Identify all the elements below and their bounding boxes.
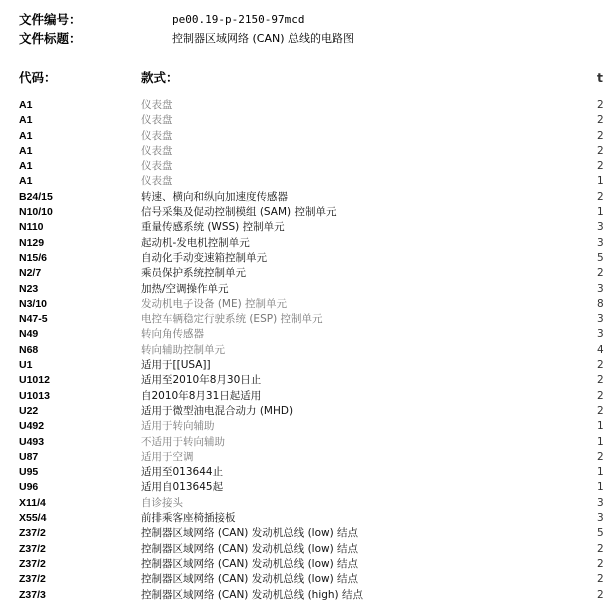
clipped-column-header: t [597,70,603,85]
list-item [0,343,602,358]
component-description: 电控车辆稳定行驶系统 (ESP) 控制单元 [141,313,323,326]
clipped-column-value: 3 [597,236,604,249]
list-item [0,480,602,495]
clipped-column-value: 2 [597,190,604,203]
component-code: X55/4 [19,512,47,525]
component-description: 控制器区域网络 (CAN) 发动机总线 (low) 结点 [141,573,359,586]
list-item [0,496,602,511]
component-code: U87 [19,450,39,463]
code-column-header: 代码： [19,70,57,85]
list-item [0,159,602,174]
component-code: B24/15 [19,190,53,203]
component-description: 仪表盘 [141,99,173,111]
component-code: A1 [19,160,33,173]
clipped-column-value: 2 [597,114,604,127]
list-item [0,511,602,526]
component-code: A1 [19,99,33,111]
clipped-column-value: 5 [597,527,604,540]
clipped-column-value: 2 [597,404,604,417]
component-description: 信号采集及促动控制模组 (SAM) 控制单元 [141,206,337,219]
list-item [0,588,602,603]
clipped-column-value: 2 [597,542,604,555]
component-code: Z37/2 [19,573,46,586]
clipped-column-value: 2 [597,389,604,402]
component-code: Z37/3 [19,588,46,601]
component-description: 适用至013644止 [141,466,224,479]
list-item [0,557,602,572]
clipped-column-value: 3 [597,282,604,295]
clipped-column-value: 2 [597,374,604,387]
list-item [0,297,602,312]
component-description: 仪表盘 [141,160,173,173]
component-description: 自诊接头 [141,496,183,509]
list-item [0,129,602,144]
clipped-column-value: 2 [597,160,604,173]
component-description: 仪表盘 [141,129,173,142]
list-item [0,327,602,342]
component-description: 不适用于转向辅助 [141,435,225,448]
component-code: U22 [19,404,39,417]
clipped-column-value: 1 [597,206,604,219]
list-item [0,358,602,373]
list-item [0,404,602,419]
component-description: 仪表盘 [141,144,173,157]
component-code: Z37/2 [19,527,46,540]
component-description: 转向角传感器 [141,328,204,341]
list-item [0,373,602,388]
clipped-column-value: 2 [597,557,604,570]
clipped-column-value: 5 [597,251,604,264]
component-code: N49 [19,328,39,341]
clipped-column-value: 1 [597,420,604,433]
component-description: 仪表盘 [141,114,173,127]
clipped-column-value: 1 [597,466,604,479]
list-item [0,572,602,587]
component-description: 控制器区域网络 (CAN) 发动机总线 (high) 结点 [141,588,363,601]
list-item [0,435,602,450]
list-item [0,98,602,113]
component-code: N2/7 [19,267,42,280]
list-item [0,465,602,480]
list-item [0,205,602,220]
component-description: 乘员保护系统控制单元 [141,267,246,280]
clipped-column-value: 3 [597,313,604,326]
component-code: U1 [19,359,33,372]
list-item [0,220,602,235]
component-code: A1 [19,114,33,127]
clipped-column-value: 1 [597,481,604,494]
clipped-column-value: 8 [597,297,604,310]
clipped-column-value: 3 [597,496,604,509]
doc-number-label: 文件编号： [19,12,82,27]
list-item [0,266,602,281]
component-code: N15/6 [19,251,48,264]
component-code: N47-5 [19,313,48,326]
doc-title-value: 控制器区域网络 (CAN) 总线的电路图 [172,32,355,45]
component-code: Z37/2 [19,557,46,570]
component-code: N10/10 [19,206,53,219]
component-description: 重量传感系统 (WSS) 控制单元 [141,221,285,234]
component-description: 转速、横向和纵向加速度传感器 [141,190,288,203]
clipped-column-value: 2 [597,144,604,157]
component-code: U96 [19,481,39,494]
component-description: 起动机-发电机控制单元 [141,236,250,249]
component-list [0,98,602,603]
list-item [0,174,602,189]
component-description: 转向辅助控制单元 [141,343,225,356]
component-code: N110 [19,221,44,234]
clipped-column-value: 2 [597,359,604,372]
clipped-column-value: 1 [597,175,604,188]
clipped-column-value: 2 [597,99,604,111]
component-code: N23 [19,282,39,295]
list-item [0,526,602,541]
clipped-column-value: 3 [597,328,604,341]
list-item [0,312,602,327]
doc-number-value: pe00.19-p-2150-97mcd [172,13,305,26]
list-item [0,419,602,434]
component-description: 控制器区域网络 (CAN) 发动机总线 (low) 结点 [141,557,359,570]
component-code: Z37/2 [19,542,46,555]
list-item [0,236,602,251]
component-description: 适用于[[USA]] [141,359,211,372]
clipped-column-value: 2 [597,129,604,142]
clipped-column-value: 2 [597,267,604,280]
component-code: U1013 [19,389,50,402]
list-item [0,190,602,205]
component-description: 加热/空调操作单元 [141,282,229,295]
component-code: A1 [19,129,33,142]
component-description: 控制器区域网络 (CAN) 发动机总线 (low) 结点 [141,542,359,555]
component-code: U1012 [19,374,50,387]
desc-column-header: 款式： [141,70,179,85]
component-description: 适用于空调 [141,450,194,463]
component-code: X11/4 [19,496,46,509]
clipped-column-value: 3 [597,512,604,525]
component-description: 自动化手动变速箱控制单元 [141,251,267,264]
component-code: U493 [19,435,45,448]
clipped-column-value: 1 [597,435,604,448]
component-code: N3/10 [19,297,48,310]
component-description: 前排乘客座椅插接板 [141,512,236,525]
list-item [0,282,602,297]
list-item [0,251,602,266]
component-description: 发动机电子设备 (ME) 控制单元 [141,297,288,310]
doc-title-label: 文件标题： [19,31,82,46]
clipped-column-value: 2 [597,450,604,463]
list-item [0,144,602,159]
component-code: A1 [19,144,33,157]
component-description: 控制器区域网络 (CAN) 发动机总线 (low) 结点 [141,527,359,540]
list-item [0,389,602,404]
component-description: 适用至2010年8月30日止 [141,374,262,387]
component-description: 仪表盘 [141,175,173,188]
component-code: A1 [19,175,33,188]
component-description: 自2010年8月31日起适用 [141,389,262,402]
clipped-column-value: 2 [597,588,604,601]
component-description: 适用于转向辅助 [141,420,215,433]
list-item [0,542,602,557]
component-code: N68 [19,343,39,356]
clipped-column-value: 3 [597,221,604,234]
component-code: U492 [19,420,45,433]
list-item [0,450,602,465]
clipped-column-value: 4 [597,343,604,356]
list-item [0,113,602,128]
component-code: U95 [19,466,39,479]
component-description: 适用自013645起 [141,481,224,494]
component-description: 适用于微型油电混合动力 (MHD) [141,404,294,417]
component-code: N129 [19,236,45,249]
clipped-column-value: 2 [597,573,604,586]
